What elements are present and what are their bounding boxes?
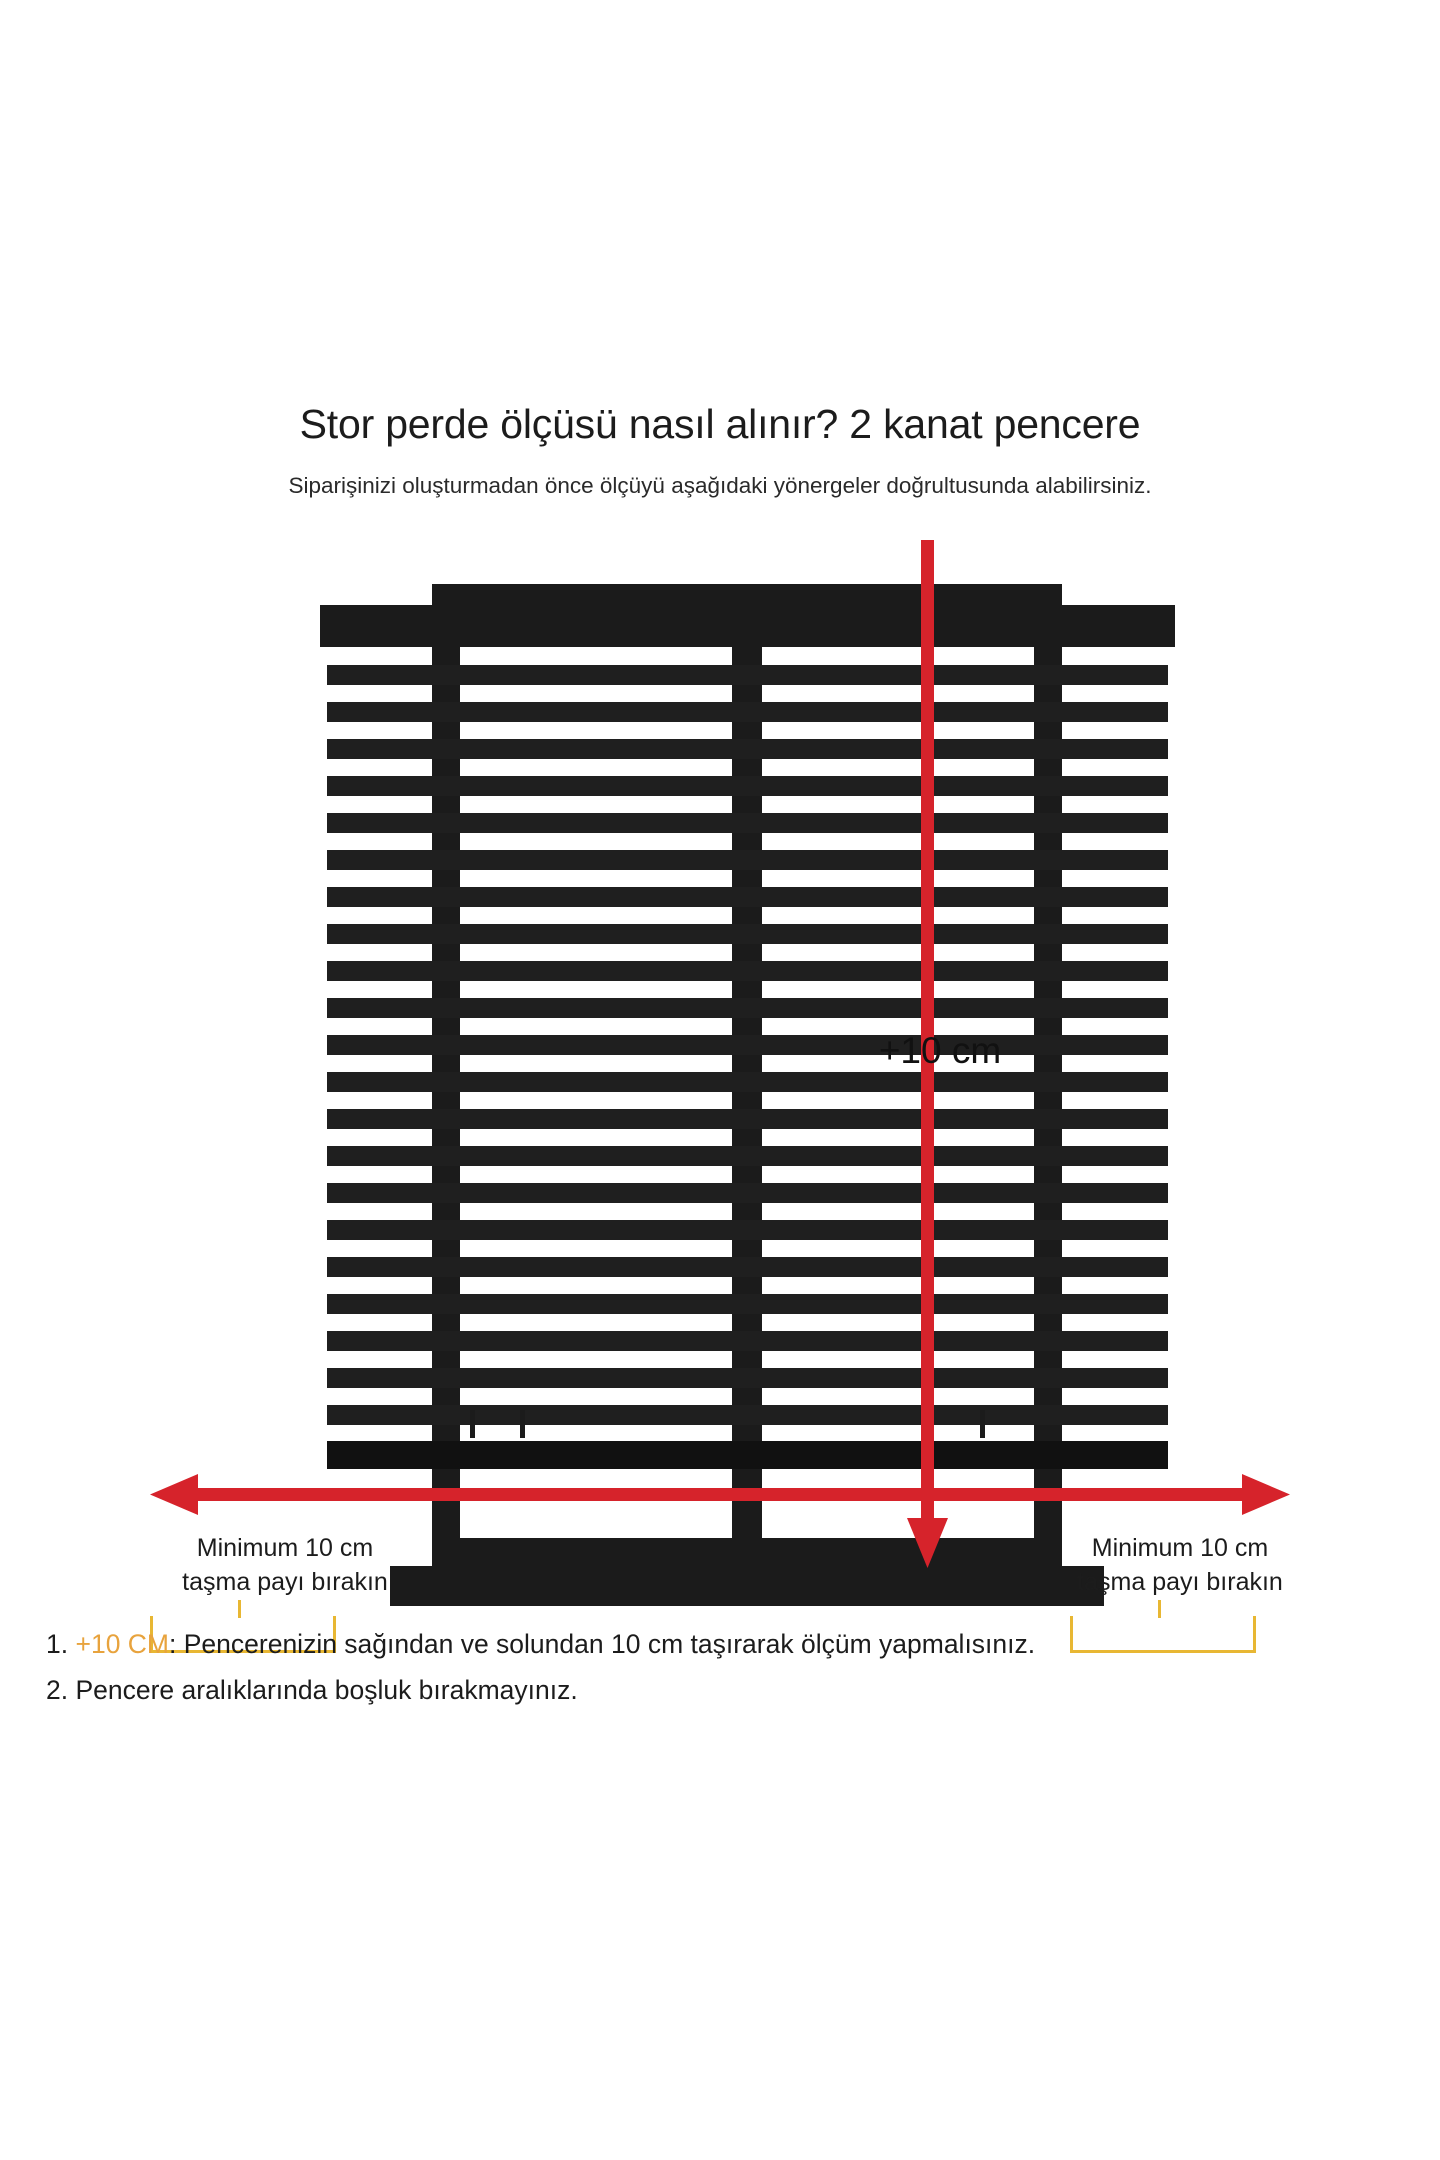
blind-slat bbox=[327, 1405, 1168, 1425]
blind-slat bbox=[327, 813, 1168, 833]
blind-slat bbox=[327, 998, 1168, 1018]
header bbox=[0, 400, 1440, 500]
left-overhang-line1: Minimum 10 cm bbox=[196, 1534, 374, 1562]
right-brace-tick bbox=[1158, 1600, 1161, 1618]
blind-slat bbox=[327, 1331, 1168, 1351]
blind-bottom-rail bbox=[327, 1441, 1168, 1469]
blind-slat bbox=[327, 1220, 1168, 1240]
blind-slat bbox=[327, 739, 1168, 759]
window-sill bbox=[390, 1566, 1104, 1606]
blind-slat bbox=[327, 665, 1168, 685]
note-1-text: : Pencerenizin sağından ve solundan 10 cm taşırarak ölçüm yapmalısınız. bbox=[169, 1629, 1036, 1659]
horizontal-measure-arrow bbox=[150, 1472, 1290, 1518]
blind-slat bbox=[327, 1109, 1168, 1129]
right-overhang-line1: Minimum 10 cm bbox=[1091, 1534, 1269, 1562]
blind-cord bbox=[520, 1410, 525, 1438]
left-brace-tick bbox=[238, 1600, 241, 1618]
blind-slat bbox=[327, 1368, 1168, 1388]
blind-slat bbox=[327, 1257, 1168, 1277]
blind-slat bbox=[327, 961, 1168, 981]
blind-slat bbox=[327, 887, 1168, 907]
blind-slat bbox=[327, 1183, 1168, 1203]
blind-slat bbox=[327, 702, 1168, 722]
left-overhang-label bbox=[120, 1532, 450, 1600]
vertical-measure-label: +10 cm bbox=[878, 1030, 1002, 1071]
page-subtitle: Siparişinizi oluşturmadan önce ölçüyü aşağıdaki yönergeler doğrultusunda alabilirsiniz. bbox=[288, 473, 1152, 499]
note-item-1 bbox=[46, 1625, 1406, 1665]
blind-slat bbox=[327, 924, 1168, 944]
blind-cord bbox=[470, 1410, 475, 1438]
left-overhang-line2: taşma payı bırakın bbox=[182, 1567, 388, 1596]
blind-slat bbox=[327, 1294, 1168, 1314]
note-1-highlight: +10 CM bbox=[75, 1629, 170, 1659]
frame-bottom-rail bbox=[432, 1538, 1062, 1566]
blind-slat bbox=[327, 1072, 1168, 1092]
blind-headrail bbox=[320, 605, 1175, 647]
note-1-number: 1. bbox=[46, 1629, 69, 1659]
measurement-diagram bbox=[0, 560, 1440, 1596]
note-item-2: 2. Pencere aralıklarında boşluk bırakmayınız. bbox=[46, 1674, 578, 1705]
page-title: Stor perde ölçüsü nasıl alınır? 2 kanat pencere bbox=[299, 401, 1141, 447]
blind-cord bbox=[980, 1410, 985, 1438]
blind-slat bbox=[327, 850, 1168, 870]
right-overhang-label bbox=[1000, 1532, 1360, 1600]
blind-slat bbox=[327, 776, 1168, 796]
right-overhang-line2: taşma payı bırakın bbox=[1077, 1567, 1283, 1596]
blind-slat bbox=[327, 1146, 1168, 1166]
instruction-notes bbox=[46, 1625, 1406, 1717]
